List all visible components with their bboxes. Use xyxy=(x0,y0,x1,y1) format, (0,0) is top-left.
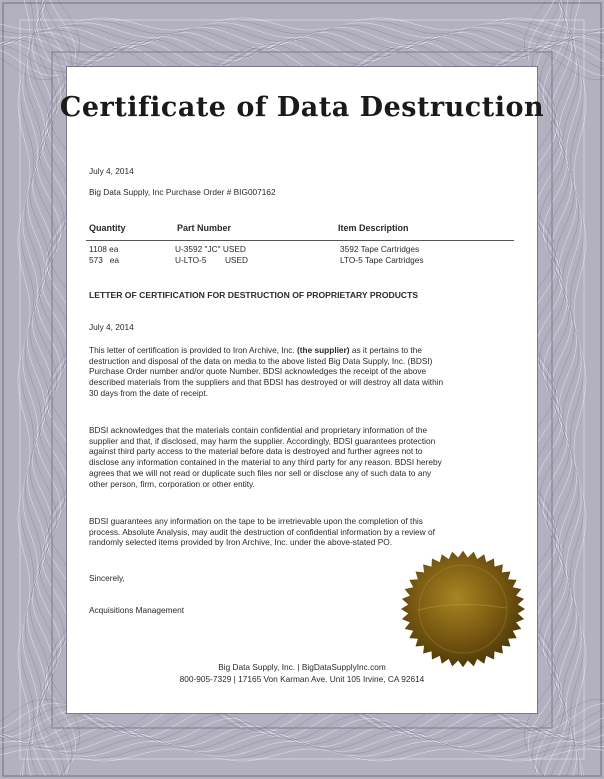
letter-heading: LETTER OF CERTIFICATION FOR DESTRUCTION OF PROPRIETARY PRODUCTS xyxy=(89,290,419,300)
date-letter: July 4, 2014 xyxy=(89,322,134,332)
paragraph-3 xyxy=(89,516,529,548)
signature: Acquisitions Management xyxy=(89,605,185,615)
header-item-description: Item Description xyxy=(338,223,409,233)
row2-qty: 573 ea xyxy=(89,255,119,265)
paragraph-2-line: against third party access to the material before data is destroyed and further agrees not to xyxy=(89,446,423,457)
paragraph-2-line: agrees that we will not read or duplicate such files nor sell or disclose any of such data to any xyxy=(89,467,432,478)
row2-part: U-LTO-5 USED xyxy=(175,255,248,265)
footer-company: Big Data Supply, Inc. | BigDataSupplyInc.com xyxy=(218,662,386,672)
paragraph-1-line-1: This letter of certification is provided to Iron Archive, Inc. (the supplier) as it pertains to the xyxy=(89,345,422,355)
date-top: July 4, 2014 xyxy=(89,166,134,176)
table-divider xyxy=(86,240,514,241)
paragraph-1-line: Purchase Order number and/or quote Number. BDSI acknowledges the receipt of the above xyxy=(89,366,427,377)
row2-desc: LTO-5 Tape Cartridges xyxy=(340,255,424,265)
row1-qty: 1108 ea xyxy=(89,244,119,254)
paragraph-2-line: disclose any information contained in the material to any third party for any reason. BDSI hereby xyxy=(89,457,442,468)
row1-part: U-3592 "JC" USED xyxy=(175,244,246,254)
gold-seal-icon xyxy=(398,548,528,670)
footer-contact: 800-905-7329 | 17165 Von Karman Ave. Unit 105 Irvine, CA 92614 xyxy=(179,674,425,684)
paragraph-3-line: BDSI guarantees any information on the tape to be irretrievable upon the completion of this xyxy=(89,516,423,526)
purchase-order-line: Big Data Supply, Inc Purchase Order # BIG007162 xyxy=(89,187,276,197)
row1-desc: 3592 Tape Cartridges xyxy=(340,244,420,254)
paragraph-1 xyxy=(89,345,529,399)
header-part-number: Part Number xyxy=(177,223,232,233)
paragraph-2-line: other person, firm, corporation or other entity. xyxy=(89,478,255,489)
paragraph-1-line: destruction and disposal of the data on media to the above listed Big Data Supply, Inc. (BDSI) xyxy=(89,355,433,366)
certificate-title: Certificate of Data Destruction xyxy=(59,92,545,123)
header-quantity: Quantity xyxy=(89,223,126,233)
paragraph-1-line: described materials from the suppliers and that BDSI has destroyed or will destroy all data within xyxy=(89,377,444,388)
closing: Sincerely, xyxy=(89,573,125,583)
paragraph-3-line: process. Absolute Analysis, may audit the destruction of confidential information by a review of xyxy=(89,526,435,537)
paragraph-1-line: 30 days from the date of receipt. xyxy=(89,387,208,398)
paragraph-2-line: supplier and that, if disclosed, may harm the supplier. Accordingly, BDSI guarantees protection xyxy=(89,435,436,446)
paragraph-2-line: BDSI acknowledges that the materials contain confidential and proprietary information of the xyxy=(89,425,428,435)
paragraph-2 xyxy=(89,425,529,489)
paragraph-3-line: randomly selected items provided by Iron Archive, Inc. under the above-stated PO. xyxy=(89,537,392,548)
